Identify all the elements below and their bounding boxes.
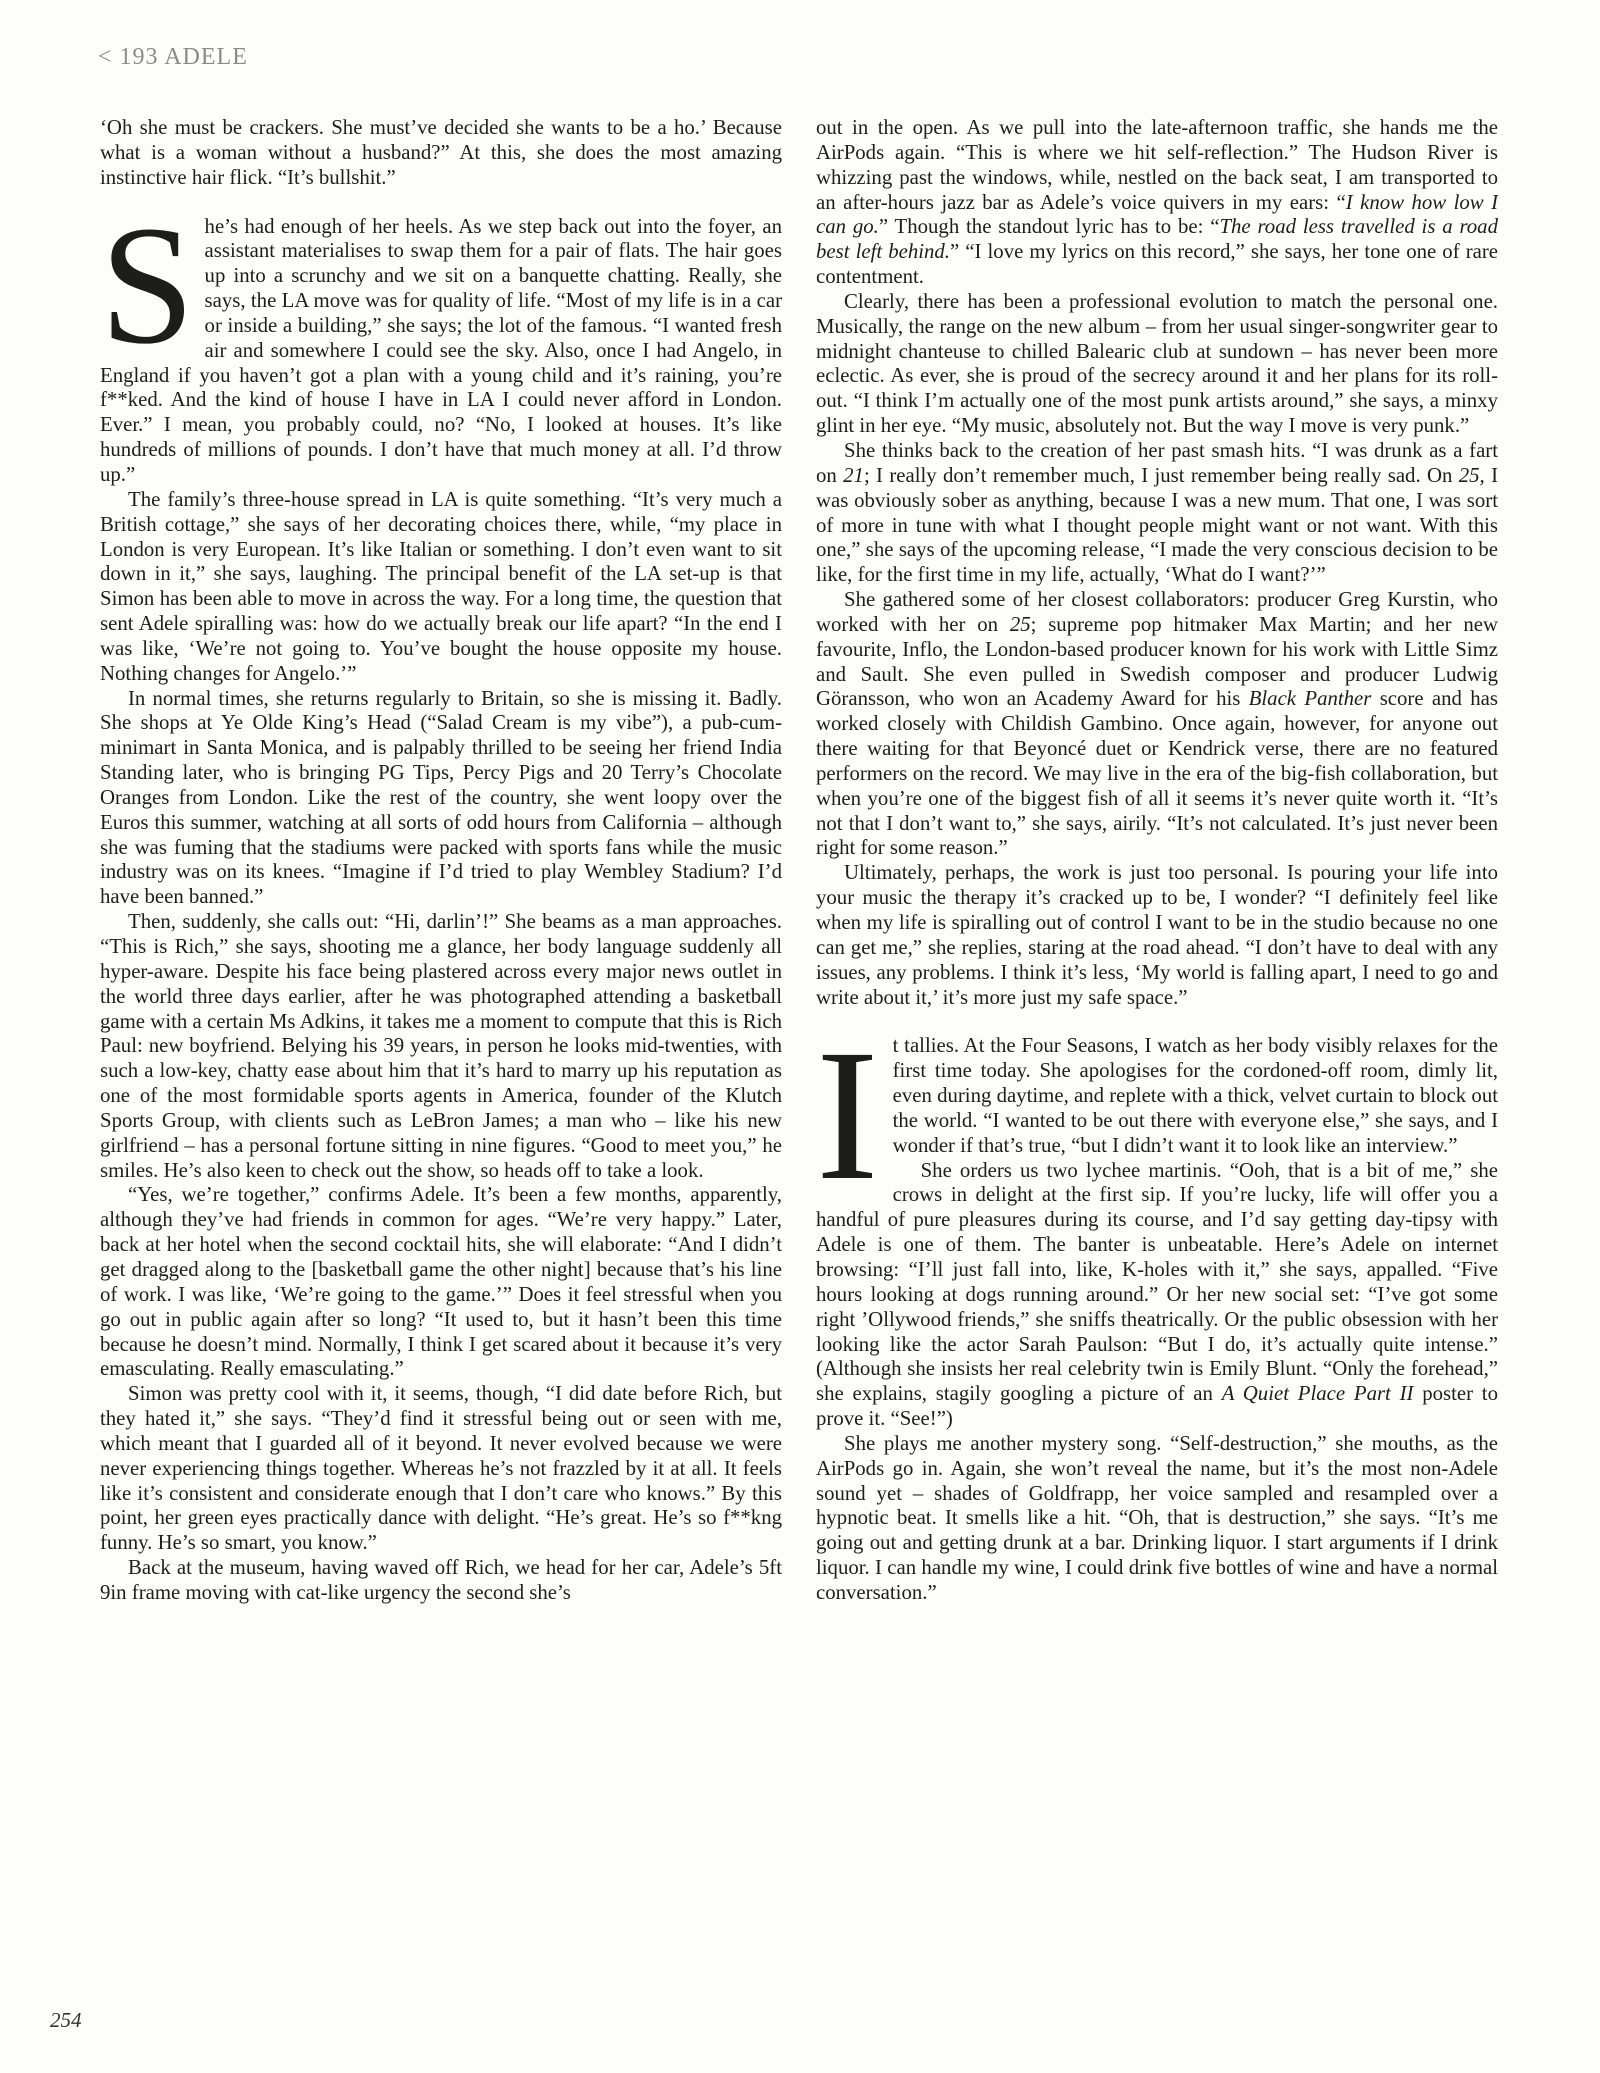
paragraph: Ultimately, perhaps, the work is just too personal. Is pouring your life into your music the therapy it’s cracked up to be, I wonder? “I definitely feel like when my life is spiralling out of control I want to be in the studio because no one can get me,” she replies, staring at the road ahead. “I don’t have to deal with any issues, any problems. I think it’s less, ‘My world is falling apart, I need to go and write about it,’ it’s more just my safe space.” (816, 861, 1498, 1009)
paragraph-text: he’s had enough of her heels. As we step back out into the foyer, an assistant materialises to swap them for a pair of flats. The hair goes up into a scrunchy and we sit on a banquette chatting. Really, she says, the LA move was for quality of life. “Most of my life is in a car or inside a building,” she says; the lot of the famous. “I wanted fresh air and somewhere I could see the sky. Also, once I had Angelo, in England if you haven’t got a plan with a young child and it’s raining, you’re f**ked. And the kind of house I have in LA I could never afford in London. Ever.” I mean, you probably could, no? “No, I looked at houses. It’s like hundreds of millions of pounds. I don’t have that much money at all. I’d throw up.” (100, 214, 782, 486)
film-title: A Quiet Place Part II (1221, 1382, 1414, 1406)
text-run: ” “I love my lyrics on this record,” she says, her tone one of rare contentment. (816, 240, 1498, 289)
paragraph-dropcap (100, 190, 782, 488)
album-title: 25 (1009, 612, 1031, 636)
paragraph: The family’s three-house spread in LA is quite something. “It’s very much a British cottage,” she says of her decorating choices there, while, “my place in London is very European. It’s like Italian or something. I don’t even want to sit down in it,” she says, laughing. The principal benefit of the LA set-up is that Simon has been able to move in across the way. For a long time, the question that sent Adele spiralling was: how do we actually break our life apart? “In the end I was like, ‘We’re not going to. You’ve bought the house opposite my house. Nothing changes for Angelo.’” (100, 487, 782, 685)
text-run: I was obviously sober as anything, because I was a new mum. That one, I was sort of more in tune with what I thought people might want or not want. With this one,” she says of the upcoming release, “I made the very conscious decision to be like, for the first time in my life, actually, ‘What do I want?’” (816, 463, 1498, 587)
text-run: She orders us two lychee martinis. “Ooh, that is a bit of me,” she crows in delight at the first sip. If you’re lucky, life will offer you a handful of pure pleasures during its course, and I’d say getting day-tipsy with Adele is one of them. The banter is unbeatable. Here’s Adele on internet browsing: “I’ll just fall into, like, K-holes with it,” she says, appalled. “Five hours looking at dogs running around.” Or her new social set: “I’ve got some right ’Ollywood friends,” she sniffs theatrically. Or the public obsession with her looking like the actor Sarah Paulson: “But I do, it’s actually quite intense.” (Although she insists her real celebrity twin is Emily Blunt. “Only the forehead,” she explains, stagily googling a picture of an (816, 1158, 1498, 1406)
paragraph (816, 1159, 1498, 1432)
right-column (816, 116, 1498, 1966)
text-run: ; I really don’t remember much, I just remember being really sad. On (863, 463, 1459, 487)
paragraph: ‘Oh she must be crackers. She must’ve decided she wants to be a ho.’ Because what is a woman without a husband?” At this, she does the most amazing instinctive hair flick. “It’s bullshit.” (100, 116, 782, 189)
page-number: 254 (50, 2008, 82, 2032)
paragraph: In normal times, she returns regularly to Britain, so she is missing it. Badly. She shops at Ye Olde King’s Head (“Salad Cream is my vibe”), a pub-cum-minimart in Santa Monica, and is palpably thrilled to be seeing her friend India Standing later, who is bringing PG Tips, Percy Pigs and 20 Terry’s Chocolate Oranges from London. Like the rest of the country, she went loopy over the Euros this summer, watching at all sorts of odd hours from California – although she was fuming that the stadiums were packed with sports fans while the music industry was on its knees. “Imagine if I’d tried to play Wembley Stadium? I’d have been banned.” (100, 686, 782, 909)
paragraph (816, 439, 1498, 588)
text-run: ; supreme pop hitmaker Max Martin; and her new favourite, Inflo, the London-based producer known for his work with Little Simz and Sault. She even pulled in Swedish composer and producer Ludwig Göransson, who won an Academy Award for his (816, 612, 1498, 711)
album-title: 21 (843, 463, 864, 487)
paragraph: “Yes, we’re together,” confirms Adele. It’s been a few months, apparently, although they’ve had friends in common for ages. “We’re very happy.” Later, back at her hotel when the second cocktail hits, she will elaborate: “And I didn’t get dragged along to the [basketball game the other night] because that’s his line of work. I was like, ‘We’re going to the game.’” Does it feel stressful when you go out in public again after so long? “It used to, but it hasn’t been this time because he doesn’t mind. Normally, I think I get scared about it because it’s very emasculating. Really emasculating.” (100, 1183, 782, 1381)
lyric-quote: I know how low I can go. (816, 190, 1498, 239)
article-body (100, 116, 1498, 1966)
text-run: score and has worked closely with Childish Gambino. Once again, however, for anyone out there waiting for that Beyoncé duet or Kendrick verse, there are no featured performers on the record. We may live in the era of the big-fish collaboration, but when you’re one of the biggest fish of all it seems it’s never quite worth it. “It’s not that I don’t want to,” she says, airily. “It’s not calculated. It’s just never been right for some reason.” (816, 687, 1498, 860)
paragraph: Then, suddenly, she calls out: “Hi, darlin’!” She beams as a man approaches. “This is Rich,” she says, shooting me a glance, her body language suddenly all hyper-aware. Despite his face being plastered across every major news outlet in the world three days earlier, after he was photographed attending a basketball game with a certain Ms Adkins, it takes me a moment to compute that this is Rich Paul: new boyfriend. Belying his 39 years, in person he looks mid-twenties, with such a low-key, chatty ease about him that it’s hard to marry up his reputation as one of the most formidable sports agents in America, founder of the Klutch Sports Group, with clients such as LeBron James; a man who – like his new girlfriend – has a personal fortune sitting in nine figures. “Good to meet you,” he smiles. He’s also keen to check out the show, so heads off to take a look. (100, 910, 782, 1182)
drop-cap: I (816, 1010, 879, 1220)
paragraph-text: t tallies. At the Four Seasons, I watch as her body visibly relaxes for the first time today. She apologises for the cordoned-off room, dimly lit, even during daytime, and replete with a thick, velvet curtain to block out the world. “I wanted to be out there with everyone else,” she says, and I wonder if that’s true, “but I didn’t want it to look like an interview.” (892, 1034, 1498, 1157)
paragraph-dropcap (816, 1010, 1498, 1220)
paragraph: Clearly, there has been a professional evolution to match the personal one. Musically, the range on the new album – from her usual singer-songwriter gear to midnight chanteuse to chilled Balearic club at sundown – has never been more eclectic. As ever, she is proud of the secrecy around it and her plans for its roll-out. “I think I’m actually one of the most punk artists around,” she says, a minxy glint in her eye. “My music, absolutely not. But the way I move is very punk.” (816, 289, 1498, 438)
text-run: She gathered some of her closest collaborators: producer Greg Kurstin, who worked with her on (816, 588, 1498, 636)
paragraph: Back at the museum, having waved off Rich, we head for her car, Adele’s 5ft 9in frame moving with cat-like urgency the second she’s (100, 1556, 782, 1604)
paragraph: Simon was pretty cool with it, it seems, though, “I did date before Rich, but they hated it,” she says. “They’d find it stressful being out or seen with me, which meant that I guarded all of it beyond. It never evolved because we were never experiencing things together. Whereas he’s not frazzled by it at all. It feels like it’s consistent and considerate enough that I don’t care who knows.” By this point, her green eyes practically dance with delight. “He’s great. He’s so f**kng funny. He’s so smart, you know.” (100, 1382, 782, 1555)
film-title: Black Panther (1248, 687, 1372, 711)
text-run: ” Though the standout lyric has to be: “ (878, 215, 1220, 239)
drop-cap: S (100, 190, 195, 379)
text-run: She thinks back to the creation of her past smash hits. “I was drunk as a fart on (816, 438, 1498, 487)
album-title: 25, (1458, 463, 1485, 487)
text-run: poster to prove it. “See!”) (816, 1382, 1498, 1431)
lyric-quote: The road less travelled is a road best left behind. (816, 215, 1498, 264)
paragraph: She plays me another mystery song. “Self-destruction,” she mouths, as the AirPods go in. Again, she won’t reveal the name, but it’s the most non-Adele sound yet – shades of Goldfrapp, her voice sampled and resampled over a hypnotic beat. It smells like a hit. “Oh, that is destruction,” she says. “It’s me going out and getting drunk at a bar. Drinking liquor. I start arguments if I drink liquor. I can handle my wine, I could drink five bottles of wine and have a normal conversation.” (816, 1431, 1498, 1604)
paragraph (816, 588, 1498, 861)
section-header: < 193 ADELE (98, 44, 248, 70)
left-column (100, 116, 782, 1966)
text-run: out in the open. As we pull into the late-afternoon traffic, she hands me the AirPods again. “This is where we hit self-reflection.” The Hudson River is whizzing past the windows, while, nestled on the back seat, I am transported to an after-hours jazz bar as Adele’s voice quivers in my ears: “ (816, 116, 1498, 214)
paragraph (816, 116, 1498, 290)
